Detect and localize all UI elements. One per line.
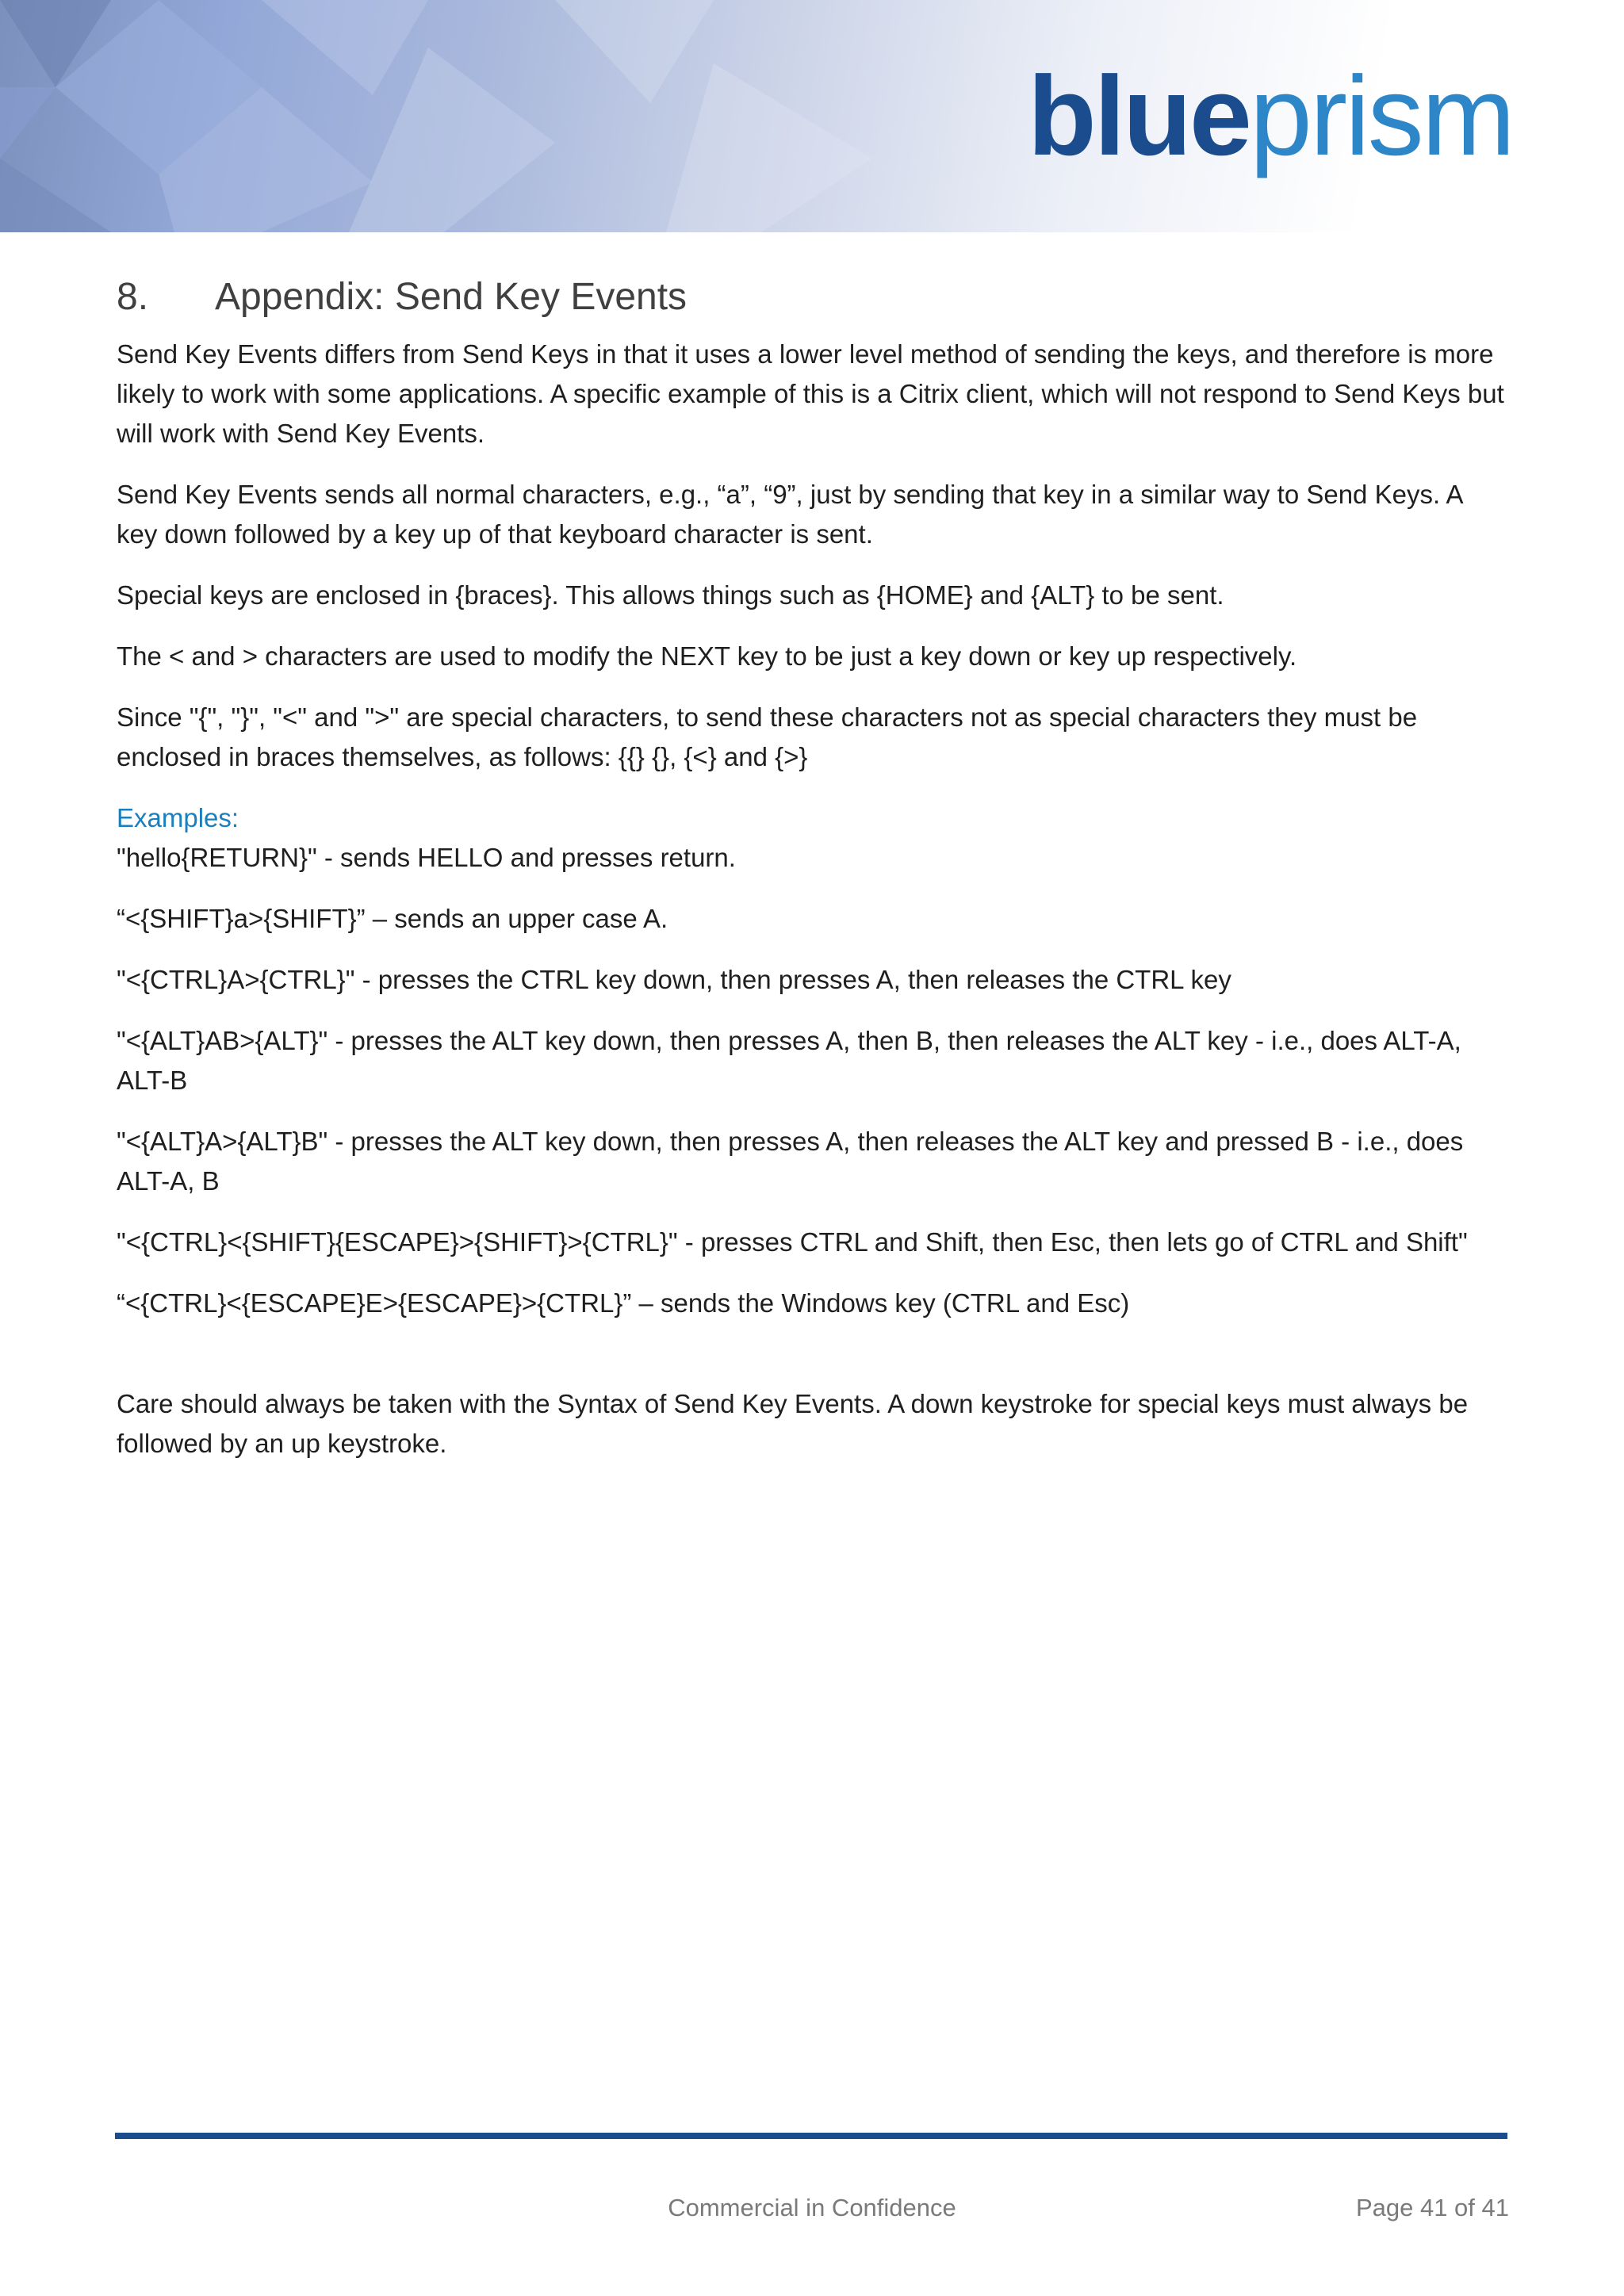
example-item: "<{CTRL}A>{CTRL}" - presses the CTRL key down, then presses A, then releases the CTRL key	[117, 965, 1231, 994]
paragraph-normal-characters: Send Key Events sends all normal characters, e.g., “a”, “9”, just by sending that key in a similar way to Send Keys. A key down followed by a key up of that keyboard character is sent.	[117, 480, 1462, 549]
section-heading	[117, 270, 1509, 325]
header-banner	[0, 0, 1624, 232]
paragraph-closing-note: Care should always be taken with the Syntax of Send Key Events. A down keystroke for special keys must always be followed by an up keystroke.	[117, 1389, 1469, 1458]
example-item: "<{ALT}AB>{ALT}" - presses the ALT key down, then presses A, then B, then releases the ALT key - i.e., does ALT-A, ALT-B	[117, 1026, 1461, 1095]
example-item: “<{CTRL}<{ESCAPE}E>{ESCAPE}>{CTRL}” – sends the Windows key (CTRL and Esc)	[117, 1288, 1130, 1318]
paragraph-special-keys: Special keys are enclosed in {braces}. This allows things such as {HOME} and {ALT} to be sent.	[117, 580, 1224, 610]
blueprism-logo	[1027, 53, 1513, 184]
footer-rule	[115, 2133, 1507, 2139]
footer-classification: Commercial in Confidence	[668, 2194, 956, 2221]
section-title: Appendix: Send Key Events	[215, 276, 688, 318]
example-item: "<{CTRL}<{SHIFT}{ESCAPE}>{SHIFT}>{CTRL}" - presses CTRL and Shift, then Esc, then lets go of CTRL and Shift"	[117, 1227, 1468, 1257]
paragraph-escaping: Since "{", "}", "<" and ">" are special characters, to send these characters not as special characters they must be enclosed in braces themselves, as follows: {{} {}, {<} and {>}	[117, 702, 1418, 771]
example-item: "<{ALT}A>{ALT}B" - presses the ALT key down, then presses A, then releases the ALT key and pressed B - i.e., does ALT-A, B	[117, 1127, 1464, 1196]
paragraph-modifiers: The < and > characters are used to modify the NEXT key to be just a key down or key up respectively.	[117, 641, 1297, 671]
example-item: “<{SHIFT}a>{SHIFT}” – sends an upper case A.	[117, 904, 668, 933]
section-number: 8.	[117, 276, 149, 318]
paragraph-intro: Send Key Events differs from Send Keys in that it uses a lower level method of sending the keys, and therefore is more likely to work with some applications. A specific example of this is a Citrix client, which will not respond to Send Keys but will work with Send Key Events.	[117, 339, 1504, 448]
document-body	[117, 270, 1509, 1485]
logo-text-prism: prism	[1249, 53, 1513, 179]
examples-heading: Examples:	[117, 803, 239, 832]
logo-text-blue: blue	[1027, 53, 1250, 179]
blank-line	[117, 1323, 1509, 1384]
footer-page-number: Page 41 of 41	[1355, 2194, 1509, 2221]
example-item: "hello{RETURN}" - sends HELLO and presses return.	[117, 843, 736, 872]
